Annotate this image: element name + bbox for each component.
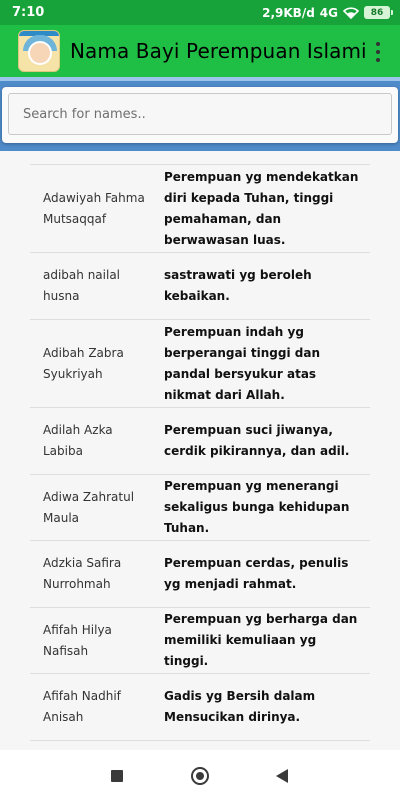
system-nav-bar: [0, 750, 400, 800]
table-row[interactable]: [30, 408, 370, 475]
baby-name: Adawiyah Fahma Mutsaqqaf: [43, 190, 145, 226]
wifi-icon: [343, 7, 359, 19]
status-indicators: [262, 6, 390, 20]
circle-home-icon[interactable]: [191, 767, 209, 785]
search-field[interactable]: [8, 93, 392, 135]
overflow-menu-icon[interactable]: [370, 39, 386, 65]
baby-name: Afifah Hilya Nafisah: [43, 622, 112, 658]
baby-name: Adilah Azka Labiba: [43, 423, 113, 458]
clock: 7:10: [12, 5, 45, 20]
baby-name: Adibah Zabra Syukriyah: [43, 345, 124, 381]
table-row[interactable]: [30, 608, 370, 674]
name-meaning: Perempuan indah yg berperangai tinggi dan pandal bersyukur atas nikmat dari Allah.: [164, 324, 321, 402]
table-row[interactable]: [30, 475, 370, 541]
network-speed: 2,9KB/d: [262, 5, 315, 20]
table-row[interactable]: [30, 253, 370, 320]
battery-level: 86: [370, 7, 384, 18]
name-meaning: Gadis yg Bersih dalam Mensucikan dirinya.: [164, 689, 316, 724]
table-row[interactable]: [30, 320, 370, 408]
search-card: [2, 87, 398, 143]
app-bar: [0, 25, 400, 77]
name-meaning: Perempuan yg menerangi sekaligus bunga kehidupan Tuhan.: [164, 479, 350, 535]
name-meaning: Perempuan suci jiwanya, cerdik pikirannya, dan adil.: [164, 423, 350, 458]
baby-name: adibah nailal husna: [43, 268, 121, 303]
name-meaning: Perempuan yg mendekatkan diri kepada Tuhan, tinggi pemahaman, dan berwawasan luas.: [164, 169, 359, 247]
baby-name: Adzkia Safira Nurrohmah: [43, 556, 122, 591]
baby-name: Adiwa Zahratul Maula: [43, 489, 135, 525]
status-bar: [0, 0, 400, 25]
square-recents-icon[interactable]: [111, 770, 123, 782]
table-row[interactable]: [30, 674, 370, 741]
table-row[interactable]: [30, 541, 370, 608]
app-title: Nama Bayi Perempuan Islami: [70, 39, 367, 63]
names-list-area: [0, 151, 400, 750]
names-table: [30, 164, 370, 741]
battery-icon: [364, 6, 390, 19]
name-meaning: sastrawati yg beroleh kebaikan.: [164, 268, 312, 303]
search-input[interactable]: [23, 107, 391, 122]
network-type: 4G: [319, 5, 338, 20]
triangle-back-icon[interactable]: [276, 769, 288, 783]
baby-name: Afifah Nadhif Anisah: [43, 689, 121, 724]
search-band: [0, 77, 400, 151]
name-meaning: Perempuan cerdas, penulis yg menjadi rahmat.: [164, 556, 349, 591]
table-row[interactable]: [30, 165, 370, 253]
name-meaning: Perempuan yg berharga dan memiliki kemuliaan yg tinggi.: [164, 612, 358, 668]
app-logo-icon: [18, 30, 60, 72]
